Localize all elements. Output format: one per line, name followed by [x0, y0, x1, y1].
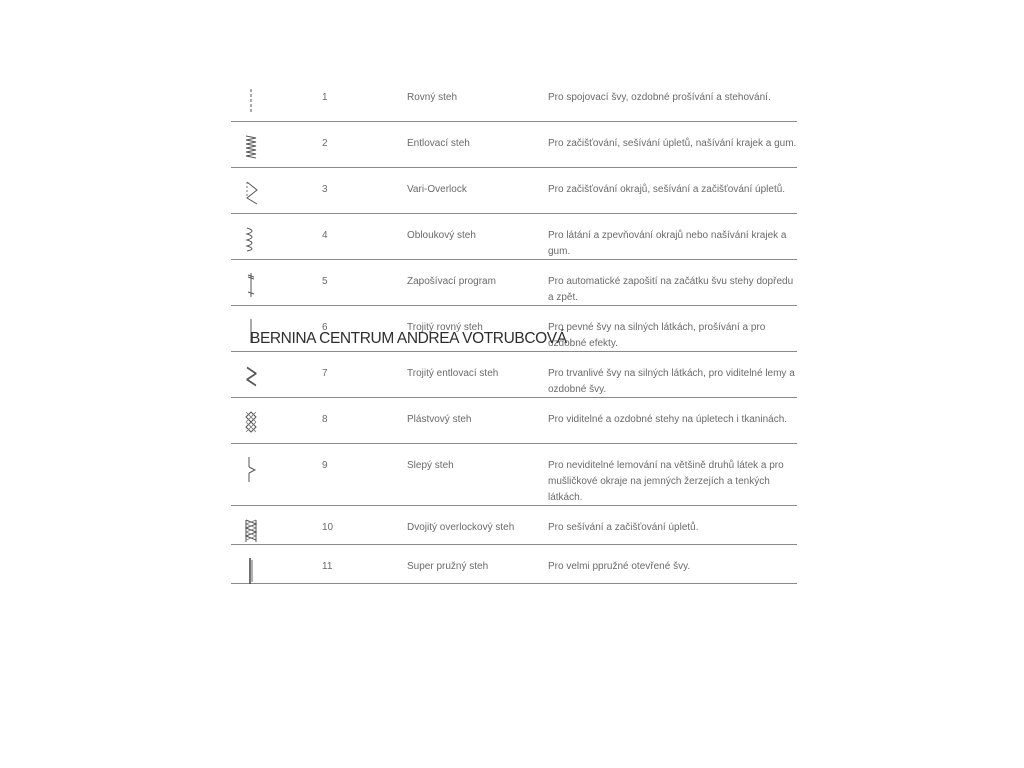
vari-overlock-icon	[239, 180, 263, 206]
table-row	[231, 545, 797, 584]
stitch-number: 1	[322, 92, 328, 103]
blind-stitch-icon	[239, 456, 263, 484]
honeycomb-stitch-icon	[239, 410, 263, 436]
stitch-description: Pro velmi ppružné otevřené švy.	[548, 561, 691, 572]
stitch-number: 4	[322, 230, 328, 241]
serpentine-stitch-icon	[239, 226, 263, 252]
stitch-name: Trojitý rovný steh	[407, 322, 483, 333]
securing-program-icon	[239, 272, 263, 298]
stitch-number: 11	[322, 561, 333, 572]
stitch-description: Pro viditelné a ozdobné stehy na úpletech i tkaninách.	[548, 414, 788, 425]
stitch-description: Pro neviditelné lemování na většině druhů látek a pro mušličkové okraje na jemných žerzejích a tenkých látkách.	[548, 460, 784, 503]
stitch-number: 7	[322, 368, 328, 379]
stitch-description: Pro sešívání a začišťování úpletů.	[548, 522, 699, 533]
stitch-name: Rovný steh	[407, 92, 458, 103]
zigzag-stitch-icon	[239, 134, 263, 160]
super-stretch-icon	[239, 557, 263, 585]
stitch-description: Pro spojovací švy, ozdobné prošívání a stehování.	[548, 92, 771, 103]
table-row	[231, 506, 797, 545]
stitch-name: Trojitý entlovací steh	[407, 368, 499, 379]
stitch-number: 9	[322, 460, 328, 471]
stitch-description: Pro začišťování, sešívání úpletů, našívání krajek a gum.	[548, 138, 797, 149]
stitch-number: 3	[322, 184, 328, 195]
stitch-name: Obloukový steh	[407, 230, 476, 241]
straight-stitch-icon	[239, 88, 263, 114]
stitch-number: 10	[322, 522, 334, 533]
stitch-name: Entlovací steh	[407, 138, 470, 149]
table-row	[231, 214, 797, 260]
triple-zigzag-icon	[239, 364, 263, 390]
stitch-number: 6	[322, 322, 328, 333]
stitch-name: Vari-Overlock	[407, 184, 467, 195]
table-row	[231, 352, 797, 398]
table-row	[231, 260, 797, 306]
stitch-number: 8	[322, 414, 328, 425]
stitch-name: Plástvový steh	[407, 414, 472, 425]
stitch-number: 2	[322, 138, 328, 149]
table-row	[231, 168, 797, 214]
stitch-name: Slepý steh	[407, 460, 454, 471]
stitch-name: Zapošívací program	[407, 276, 496, 287]
stitch-name: Dvojitý overlockový steh	[407, 522, 515, 533]
stitch-description: Pro trvanlivé švy na silných látkách, pro viditelné lemy a ozdobné švy.	[548, 368, 795, 395]
stitch-name: Super pružný steh	[407, 561, 489, 572]
table-row	[231, 76, 797, 122]
table-row	[231, 398, 797, 444]
stitch-number: 5	[322, 276, 328, 287]
stitch-description: Pro automatické zapošití na začátku švu stehy dopředu a zpět.	[548, 276, 794, 303]
table-row	[231, 444, 797, 506]
stitch-description: Pro pevné švy na silných látkách, prošívání a pro ozdobné efekty.	[548, 322, 766, 349]
table-row	[231, 122, 797, 168]
stitch-description: Pro látání a zpevňování okrajů nebo našívání krajek a gum.	[548, 230, 787, 257]
watermark: BERNINA CENTRUM ANDREA VOTRUBCOVÁ	[250, 330, 567, 347]
stitch-description: Pro začišťování okrajů, sešívání a začišťování úpletů.	[548, 184, 786, 195]
double-overlock-icon	[239, 518, 263, 544]
